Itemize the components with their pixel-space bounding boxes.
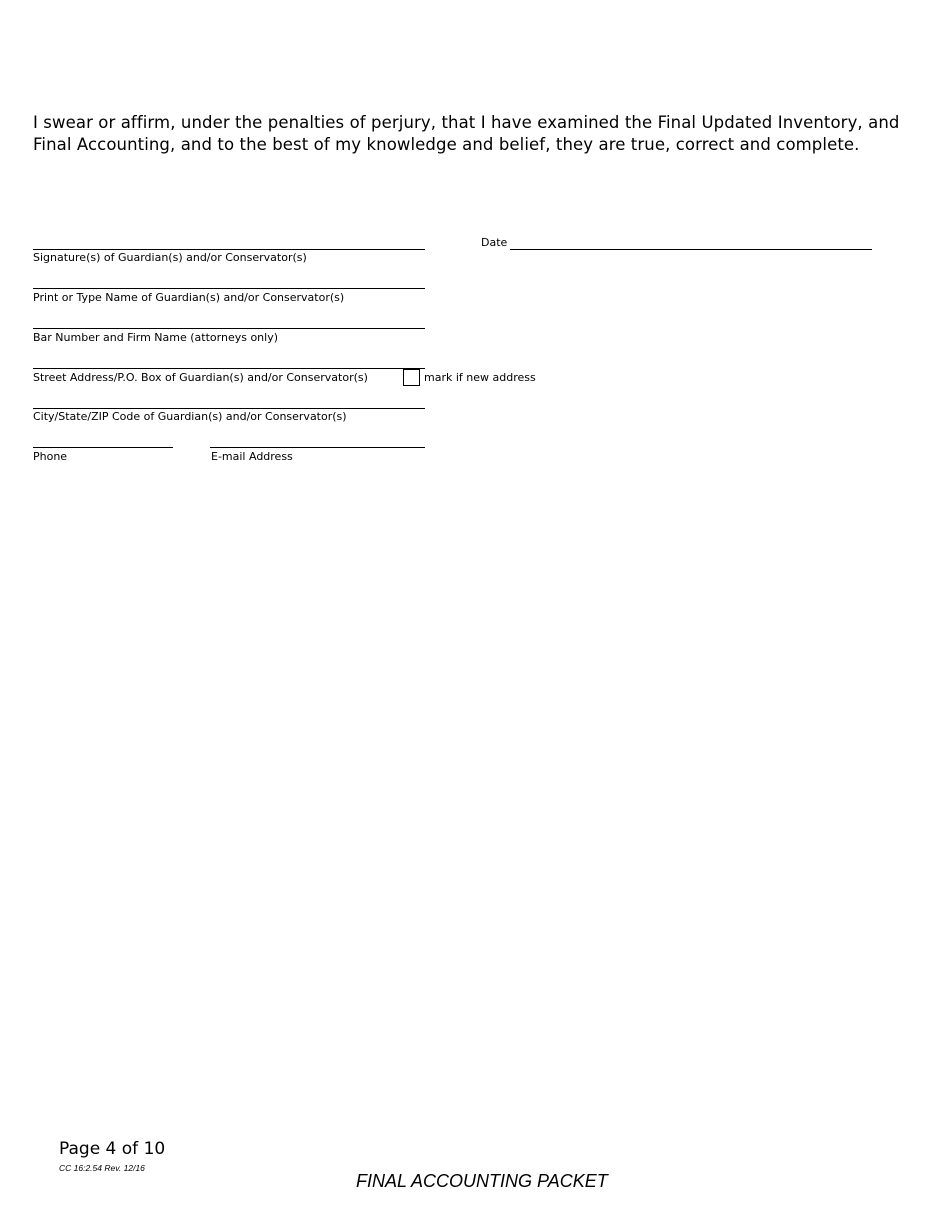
street-address-label: Street Address/P.O. Box of Guardian(s) and/or Conservator(s) [33,371,368,384]
new-address-checkbox[interactable] [403,369,420,386]
phone-field[interactable] [33,447,173,448]
date-field[interactable] [510,249,872,250]
email-label: E-mail Address [211,450,293,463]
print-name-label: Print or Type Name of Guardian(s) and/or Conservator(s) [33,291,345,304]
packet-title: FINAL ACCOUNTING PACKET [356,1171,608,1191]
city-state-zip-label: City/State/ZIP Code of Guardian(s) and/or Conservator(s) [33,410,347,423]
email-field[interactable] [210,447,425,448]
bar-number-label: Bar Number and Firm Name (attorneys only) [33,331,279,344]
signature-label: Signature(s) of Guardian(s) and/or Conservator(s) [33,251,307,264]
new-address-checkbox-label: mark if new address [424,371,536,384]
signature-field[interactable] [33,249,425,250]
form-code: CC 16:2.54 Rev. 12/16 [59,1163,145,1173]
street-address-field[interactable] [33,368,425,369]
bar-number-field[interactable] [33,328,425,329]
date-label: Date [481,236,508,249]
print-name-field[interactable] [33,288,425,289]
affirmation-statement: I swear or affirm, under the penalties of perjury, that I have examined the Final Updated Inventory, and Final Accounting, and to the best of my knowledge and belief, they are true, correct and complete. [33,113,900,154]
city-state-zip-field[interactable] [33,408,425,409]
page-indicator: Page 4 of 10 [59,1139,166,1159]
phone-label: Phone [33,450,68,463]
